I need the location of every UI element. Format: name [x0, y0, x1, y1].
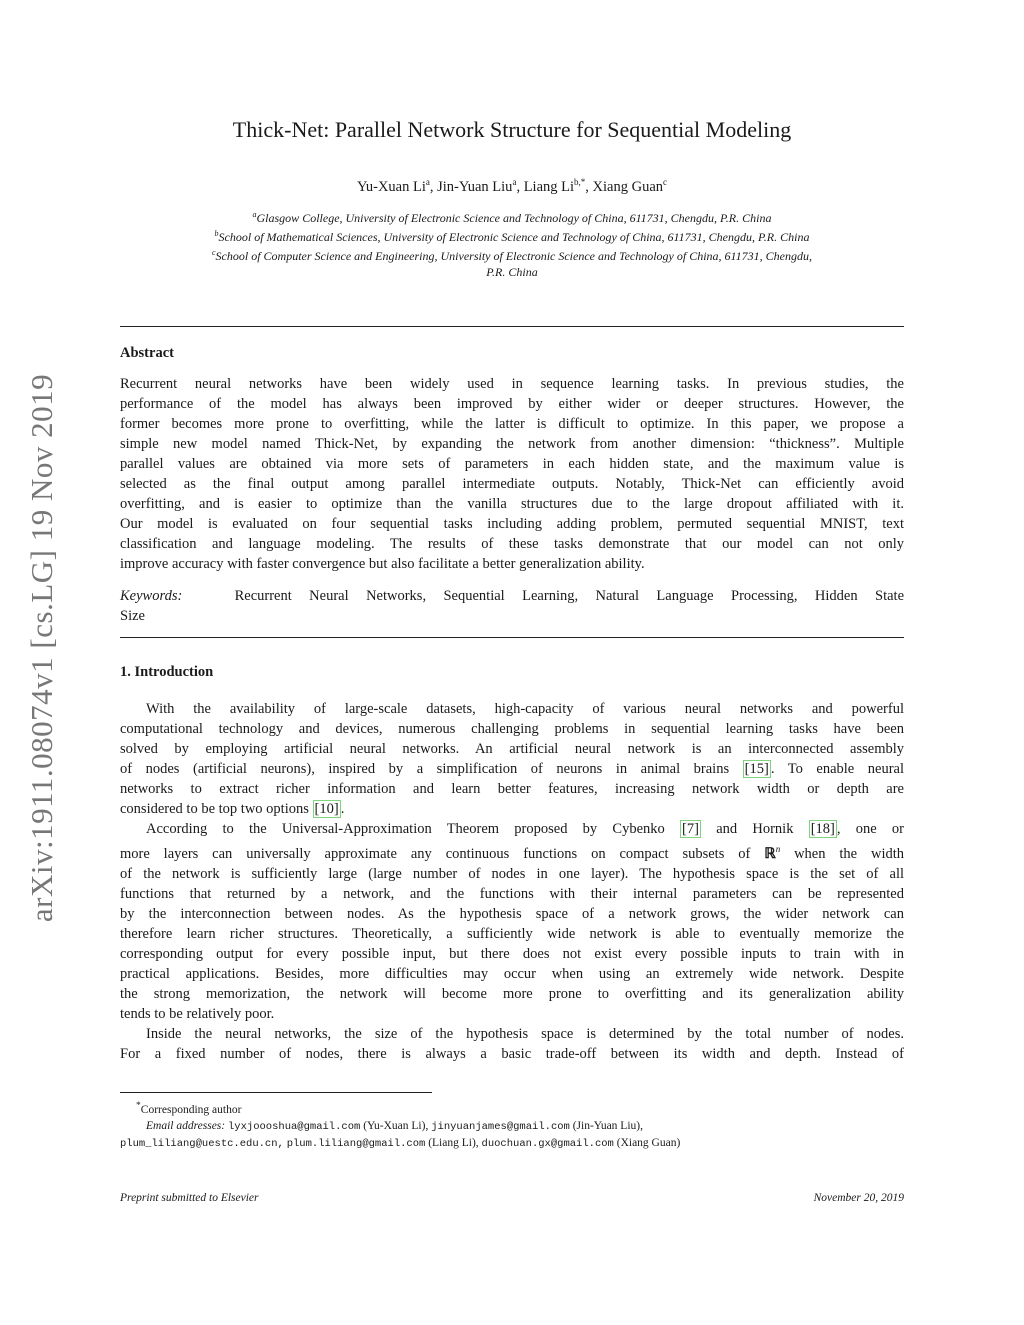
affiliation-line: P.R. China [486, 265, 538, 279]
footnote-corresponding: *Corresponding author [136, 1100, 242, 1116]
intro-line: therefore learn richer structures. Theoretically, a sufficiently wide network is able to eventually memorize the [120, 925, 904, 942]
affiliation-line: $^b$School of Mathematical Sciences, University of Electronic Science and Technology of China, 611731, Chengdu, P.R. China [214, 229, 810, 244]
section-heading-introduction: 1. Introduction [120, 664, 214, 680]
citation-link[interactable]: [10] [314, 801, 339, 817]
footnote-rule [120, 1092, 432, 1093]
abstract-line: parallel values are obtained via more sets of parameters in each hidden state, and the maximum value is [120, 456, 904, 472]
author-affil-mark: c [663, 177, 667, 187]
citation-link[interactable]: [15] [744, 761, 769, 777]
author-name: Liang Li [523, 178, 575, 195]
affiliation-line: $^a$Glasgow College, University of Electronic Science and Technology of China, 611731, Chengdu, P.R. China [252, 210, 772, 225]
abstract-line: former becomes more prone to overfitting, while the latter is difficult to optimize. In this paper, we propose a [120, 416, 904, 432]
intro-line: more layers can universally approximate any continuous functions on compact subsets of ℝ$^n$ when the width [120, 844, 905, 862]
citation-link[interactable]: [7] [682, 821, 699, 837]
keywords [120, 586, 904, 626]
intro-line: According to the Universal-Approximation Theorem proposed by Cybenko [7] and Hornik [18] , one or [146, 821, 905, 837]
abstract-line: Our model is evaluated on four sequential tasks including adding problem, permuted sequential MNIST, text [120, 516, 904, 532]
abstract-line: selected as the final output among parallel intermediate outputs. Notably, Thick-Net can efficiently avoid [120, 476, 904, 492]
citation-link[interactable]: [18] [810, 821, 835, 837]
intro-line: For a fixed number of nodes, there is always a basic trade-off between its width and depth. Instead of [120, 1045, 904, 1062]
email-link[interactable]: jinyuanjames@gmail.com [431, 1120, 570, 1133]
keywords-label: Keywords: [120, 588, 183, 604]
intro-line: With the availability of large-scale datasets, high-capacity of various neural networks and powerful [146, 701, 904, 717]
abstract-line: simple new model named Thick-Net, by expanding the network from another dimension: “thickness”. Multiple [120, 436, 904, 452]
footnotes [120, 1098, 904, 1152]
author-affil-mark: a [425, 177, 430, 187]
keywords-line: Size [120, 608, 145, 624]
submission-date: November 20, 2019 [813, 1192, 904, 1204]
affiliation-line: $^c$School of Computer Science and Engineering, University of Electronic Science and Technology of China, 611731, Chengdu, [211, 248, 812, 263]
abstract-line: performance of the model has always been improved by either wider or deeper structures. However, the [120, 396, 904, 412]
preprint-note: Preprint submitted to Elsevier [120, 1192, 259, 1204]
intro-line: Inside the neural networks, the size of the hypothesis space is determined by the total number of nodes. [146, 1025, 904, 1042]
author-affil-mark: a [512, 177, 517, 187]
footnote-emails: plum_liliang@uestc.edu.cn, plum.liliang@gmail.com (Liang Li), duochuan.gx@gmail.com (Xiang Guan) [120, 1136, 681, 1150]
intro-line: solved by employing artificial neural networks. An artificial neural network is an interconnected assembly [120, 741, 904, 757]
author-list: Yu-Xuan Li$^a$, Jin-Yuan Liu$^a$, Liang $Li^{b,*}$, Xiang Guan$^c$ [357, 177, 667, 195]
introduction-body [120, 699, 904, 1064]
author-name: Jin-Yuan Liu [437, 178, 513, 195]
intro-line: computational technology and devices, numerous challenging problems in sequential learning tasks have been [120, 721, 904, 737]
footnote-emails: Email addresses: lyxjoooshua@gmail.com (Yu-Xuan Li), jinyuanjames@gmail.com (Jin-Yuan Liu), [146, 1119, 643, 1133]
abstract-line: classification and language modeling. The results of these tasks demonstrate that our model can not only [120, 536, 904, 552]
paper-title: Thick-Net: Parallel Network Structure for Sequential Modeling [232, 117, 792, 142]
intro-line: considered to be top two options [10] . [120, 801, 345, 817]
author-name: Yu-Xuan Li [357, 178, 426, 195]
intro-line: networks to extract richer information and learn better features, increasing network width or depth are [120, 781, 904, 797]
abstract-line: improve accuracy with faster convergence but also facilitate a better generalization ability. [120, 556, 645, 572]
email-link[interactable]: lyxjoooshua@gmail.com [227, 1120, 361, 1133]
abstract-heading: Abstract [120, 345, 174, 361]
bottom-rule [120, 637, 904, 638]
intro-line: the strong memorization, the network will become more prone to overfitting and its generalization ability [120, 985, 904, 1002]
intro-line: functions that returned by a network, and the functions with their internal parameters can be represented [120, 885, 904, 902]
math-symbol: ℝ [764, 845, 776, 862]
intro-line: practical applications. Besides, more difficulties may occur when using an extremely wide network. Despite [120, 965, 904, 982]
keywords-line: Keywords: Recurrent Neural Networks, Sequential Learning, Natural Language Processing, Hidden State [120, 588, 905, 604]
author-affil-mark: b,* [574, 177, 586, 187]
abstract-line: Recurrent neural networks have been widely used in sequence learning tasks. In previous studies, the [120, 376, 904, 392]
affiliations [110, 207, 914, 280]
abstract-body [120, 374, 904, 574]
intro-line: by the interconnection between nodes. As the hypothesis space of a network grows, the wider network can [120, 905, 904, 922]
email-link[interactable]: plum_liliang@uestc.edu.cn, [120, 1137, 284, 1150]
email-link[interactable]: plum.liliang@gmail.com [286, 1137, 426, 1150]
intro-line: corresponding output for every possible input, but there does not exist every possible inputs to train with in [120, 945, 904, 962]
top-rule [120, 326, 904, 327]
intro-line: of nodes (artificial neurons), inspired by a simplification of neurons in animal brains [15] . To enable neural [120, 761, 904, 777]
email-link[interactable]: duochuan.gx@gmail.com [481, 1137, 614, 1150]
intro-line: tends to be relatively poor. [120, 1005, 275, 1022]
author-name: Xiang Guan [592, 178, 663, 195]
intro-line: of the network is sufficiently large (large number of nodes in one layer). The hypothesis space is the set of all [120, 865, 904, 882]
abstract-line: overfitting, and is easier to optimize than the vanilla structures due to the large dropout affiliated with it. [120, 496, 904, 512]
arxiv-identifier[interactable]: arXiv:1911.08074v1 [cs.LG] 19 Nov 2019 [24, 373, 59, 923]
